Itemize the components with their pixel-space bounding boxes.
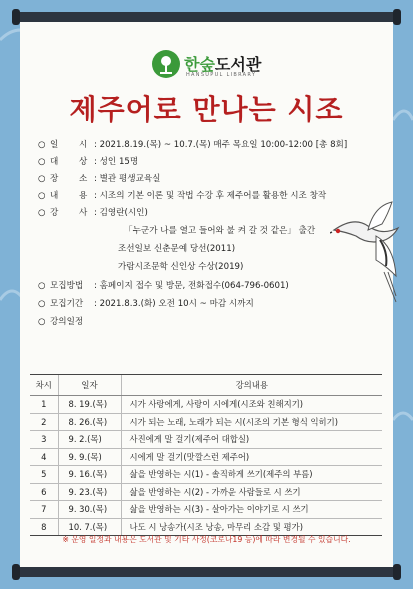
column-header-date: 일자 [58, 375, 121, 396]
scroll-rod-top [14, 12, 399, 22]
table-header-row [30, 375, 382, 396]
crane-illustration [330, 200, 410, 310]
table-row: 4 9. 9.(목) 시에게 말 걸기(맛깔스런 제주어) [30, 448, 382, 466]
table-row: 8 10. 7.(목) 나도 시 낭송가(시조 낭송, 마무리 소감 및 평가) [30, 518, 382, 536]
instructor-detail: 가람시조문학 신인상 수상(2019) [118, 262, 244, 272]
info-row-schedule-heading: ○ 강의일정 [38, 317, 84, 327]
info-row-date: ○ 일 시: 2021.8.19.(목) ~ 10.7.(목) 매주 목요일 10:00-12:00 [총 8회] [38, 140, 348, 150]
library-subtitle: HANSUPUL LIBRARY [186, 72, 257, 78]
schedule-table [30, 374, 382, 536]
info-row-place: ○ 장 소: 별관 평생교육실 [38, 174, 161, 184]
table-row: 3 9. 2.(목) 사진에게 말 걸기(제주어 대합실) [30, 431, 382, 449]
instructor-detail: 조선일보 신춘문예 당선(2011) [118, 244, 236, 254]
info-row-target: ○ 대 상: 성인 15명 [38, 157, 139, 167]
column-header-content: 강의내용 [121, 375, 382, 396]
scroll-rod-bottom [14, 567, 399, 577]
info-row-instructor: ○ 강 사: 김영란(시인) [38, 208, 148, 218]
info-row-apply-method: ○ 모집방법 : 홈페이지 접수 및 방문, 전화접수(064-796-0601) [38, 281, 289, 291]
table-row: 6 9. 23.(목) 삶을 반영하는 시(2) - 가까운 사람들로 시 쓰기 [30, 483, 382, 501]
table-row: 1 8. 19.(목) 시가 사랑에게, 사랑이 시에게(시조와 친해지기) [30, 396, 382, 414]
table-row: 5 9. 16.(목) 삶을 반영하는 시(1) - 솔직하게 쓰기(제주의 부름) [30, 466, 382, 484]
info-row-apply-period: ○ 모집기간 : 2021.8.3.(화) 오전 10시 ~ 마감 시까지 [38, 299, 254, 309]
library-logo [152, 50, 272, 82]
table-row: 7 9. 30.(목) 삶을 반영하는 시(3) - 살아가는 이야기로 시 쓰기 [30, 501, 382, 519]
instructor-detail: 「누군가 나를 열고 들어와 불 켜 갈 것 같은」 출간 [124, 226, 316, 236]
table-row: 2 8. 26.(목) 시가 되는 노래, 노래가 되는 시(시조의 기본 형식 익히기) [30, 413, 382, 431]
notice-text: ※ 운영 일정과 내용은 도서관 및 기타 사정(코로나19 등)에 따라 변경될 수 있습니다. [62, 535, 351, 544]
page-title: 제주어로 만나는 시조 [69, 93, 344, 126]
library-name: 한숲도서관 [184, 55, 262, 74]
info-row-content: ○ 내 용: 시조의 기본 이론 및 작법 수강 후 제주어를 활용한 시조 창작 [38, 191, 327, 201]
column-header-session: 차시 [30, 375, 58, 396]
tree-icon [152, 50, 180, 78]
